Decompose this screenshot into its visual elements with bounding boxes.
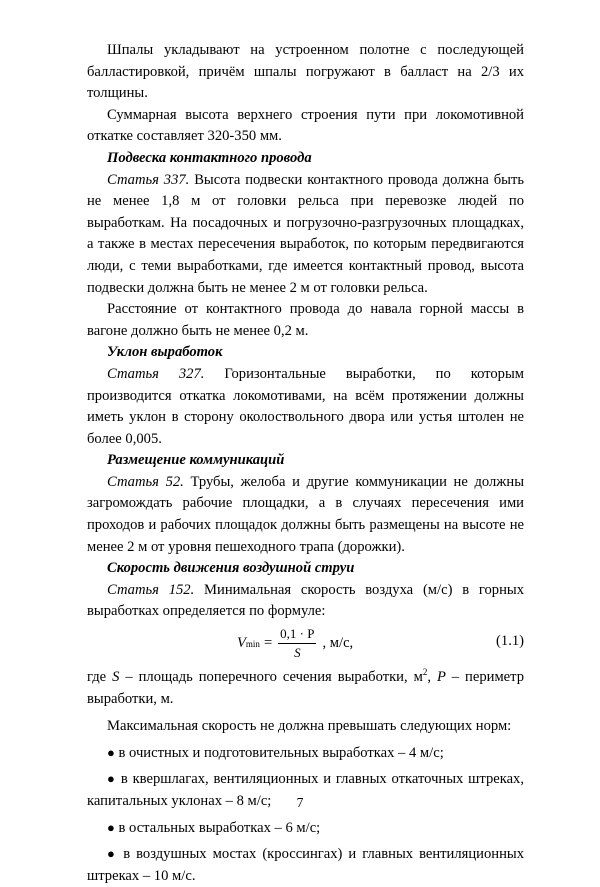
page-body [87,40,524,887]
formula-number: (1.1) [496,633,524,650]
heading-utilities: Размещение коммуникаций [107,452,285,469]
bullet-icon: ● [107,771,117,787]
bullet-item [87,742,524,765]
paragraph-contact-distance: Расстояние от контактного провода до навала горной массы в вагоне должно быть не менее 0,2 м. [87,301,524,339]
formula-expression [237,626,353,661]
where-mid: – площадь поперечного сечения выработки, м [119,669,423,686]
page-number: 7 [296,795,304,810]
article-337-text: Высота подвески контактного провода должна быть не менее 1,8 м от головки рельса при перевозке людей по выработкам. На посадочных и погрузочно-разгрузочных площадках, а также в местах пересечения выработок, по которым передвигаются люди, с теми выработками, где имеется контактный провод, высота подвески должна быть не менее 2 м от головки рельса. [87,171,525,296]
where-comma: , [427,669,437,686]
article-327-text: Горизонтальные выработки, по которым производится откатка локомотивами, на всём протяжении должны иметь уклон в сторону околоствольного двора или устья штолен не более 0,005. [87,365,525,447]
heading-airflow: Скорость движения воздушной струи [107,560,355,577]
bullet-text-2: в квершлагах, вентиляционных и главных откаточных штреках, капитальных уклонах – 8 м/с; [87,771,525,809]
formula-equals: = [263,635,273,652]
paragraph-track-height: Суммарная высота верхнего строения пути при локомотивной откатке составляет 320-350 мм. [87,106,524,145]
formula-numerator: 0,1 · P [278,626,316,644]
bullet-item [87,817,524,840]
formula-unit: , м/с, [322,635,354,652]
bullet-icon: ● [107,846,118,862]
bullet-item [87,843,524,887]
where-sup: 2 [422,667,428,678]
article-52-text: Трубы, желоба и другие коммуникации не должны загромождать рабочие площадки, а в случаях пересечения ими проходов и рабочих площадок должны быть размещены на высоте не менее 2 м от уровня пешеходного трапа (дорожки). [87,473,524,555]
heading-slope: Уклон выработок [107,344,223,361]
formula-1-1 [87,623,524,667]
paragraph-article-327 [87,364,524,450]
where-end: – периметр выработки, м. [87,669,525,707]
paragraph-article-337 [87,170,524,300]
formula-denominator: S [294,645,301,661]
article-ref-52: Статья 52. [107,473,184,490]
article-ref-152: Статья 152. [107,581,195,598]
formula-lhs-var: V [237,635,246,652]
paragraph-formula-where [87,667,524,710]
formula-lhs-sub: min [245,638,260,649]
bullet-text-1: в очистных и подготовительных выработках – 4 м/с; [114,744,444,761]
bullet-text-4: в воздушных мостах (кроссингах) и главных вентиляционных штреках – 10 м/с. [87,846,524,884]
bullet-text-3: в остальных выработках – 6 м/с; [114,819,321,836]
article-ref-337: Статья 337. [107,171,190,188]
heading-suspension: Подвеска контактного провода [107,149,312,166]
article-ref-327: Статья 327. [107,365,205,382]
paragraph-max-intro: Максимальная скорость не должна превышать следующих норм: [107,718,512,735]
paragraph-ballast: Шпалы укладывают на устроенном полотне с последующей балластировкой, причём шпалы погружают в балласт на 2/3 их толщины. [87,42,524,102]
where-prefix: где [87,669,113,686]
bullet-icon: ● [107,819,115,835]
formula-fraction [278,626,316,661]
where-s-var: S [112,669,120,686]
paragraph-article-152 [87,580,524,623]
where-p-var: P [436,669,446,686]
article-152-text: Минимальная скорость воздуха (м/с) в горных выработках определяется по формуле: [87,581,525,620]
paragraph-article-52 [87,472,524,558]
bullet-icon: ● [107,744,115,760]
